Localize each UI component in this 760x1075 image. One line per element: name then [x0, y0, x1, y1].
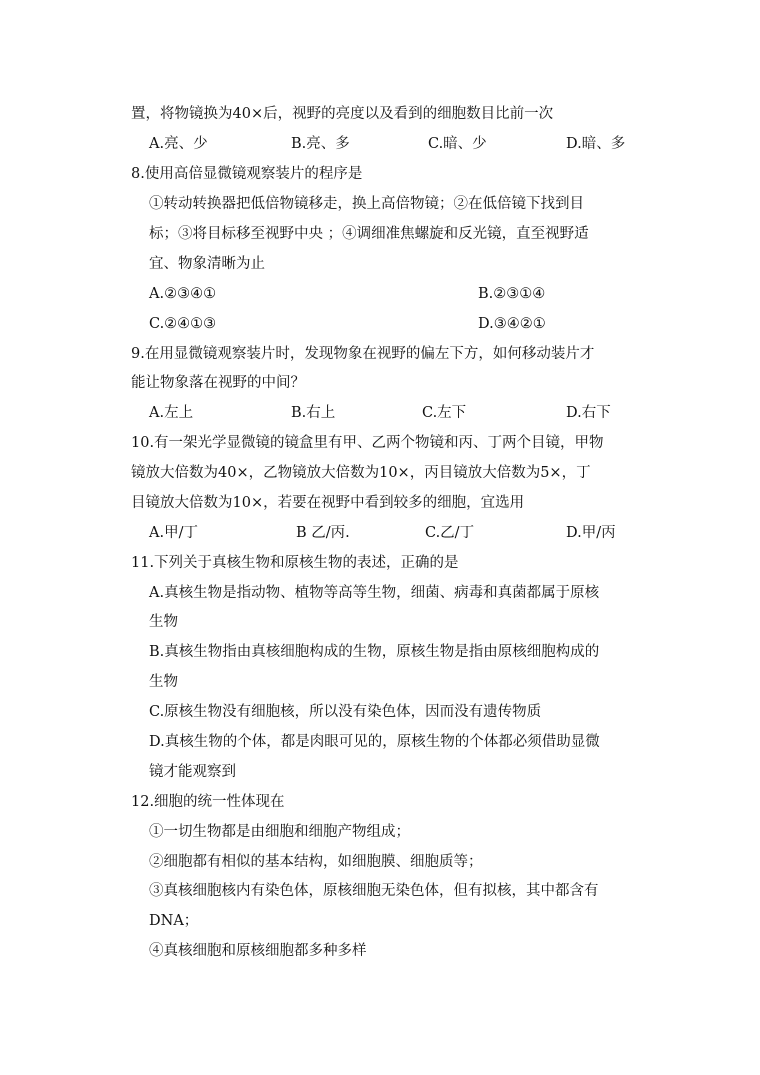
- q11-stem: 11.下列关于真核生物和原核生物的表述，正确的是: [131, 555, 459, 571]
- q12-body-line-3: ③真核细胞核内有染色体，原核细胞无染色体，但有拟核，其中都含有: [149, 883, 599, 899]
- q10-stem-line-3: 目镜放大倍数为10×，若要在视野中看到较多的细胞，宜选用: [131, 495, 525, 511]
- q10-stem-line-2: 镜放大倍数为40×，乙物镜放大倍数为10×，丙目镜放大倍数为5×，丁: [131, 465, 591, 481]
- q7-continuation: 置，将物镜换为40×后，视野的亮度以及看到的细胞数目比前一次: [131, 106, 554, 122]
- q8-option-d: D.③④②①: [478, 316, 546, 332]
- q7-option-c: C.暗、少: [428, 136, 487, 152]
- q11-body-line-4: 生物: [149, 674, 178, 690]
- q11-body-line-2: 生物: [149, 614, 178, 630]
- q9-option-c: C.左下: [422, 405, 467, 421]
- q8-body-line-1: ①转动转换器把低倍物镜移走，换上高倍物镜；②在低倍镜下找到目: [149, 196, 584, 212]
- q8-option-b: B.②③①④: [478, 286, 546, 302]
- q12-body-line-4: DNA；: [149, 913, 199, 929]
- q11-body-line-6: D.真核生物的个体，都是肉眼可见的，原核生物的个体都必须借助显微: [149, 734, 600, 750]
- q9-option-a: A.左上: [149, 405, 194, 421]
- q8-body-line-3: 宜、物象清晰为止: [149, 256, 265, 272]
- q10-option-b: B 乙/丙.: [296, 525, 350, 541]
- q9-option-d: D.右下: [566, 405, 611, 421]
- q8-body-line-2: 标；③将目标移至视野中央 ；④调细准焦螺旋和反光镜，直至视野适: [149, 226, 589, 242]
- q10-option-a: A.甲/丁: [149, 525, 198, 541]
- q8-stem: 8.使用高倍显微镜观察装片的程序是: [131, 166, 363, 182]
- q10-option-d: D.甲/丙: [566, 525, 616, 541]
- q7-option-a: A.亮、少: [149, 136, 208, 152]
- q7-option-d: D.暗、多: [566, 136, 626, 152]
- q8-option-a: A.②③④①: [149, 286, 217, 302]
- q7-option-b: B.亮、多: [291, 136, 350, 152]
- q11-body-line-1: A.真核生物是指动物、植物等高等生物，细菌、病毒和真菌都属于原核: [149, 585, 600, 601]
- q12-body-line-5: ④真核细胞和原核细胞都多种多样: [149, 943, 367, 959]
- q9-stem-line-2: 能让物象落在视野的中间？: [131, 375, 305, 391]
- q12-stem: 12.细胞的统一性体现在: [131, 794, 285, 810]
- q8-option-c: C.②④①③: [149, 316, 217, 332]
- q10-option-c: C.乙/丁: [425, 525, 475, 541]
- q11-body-line-5: C.原核生物没有细胞核，所以没有染色体，因而没有遗传物质: [149, 704, 542, 720]
- q10-stem-line-1: 10.有一架光学显微镜的镜盒里有甲、乙两个物镜和丙、丁两个目镜，甲物: [131, 435, 604, 451]
- q11-body-line-7: 镜才能观察到: [149, 764, 236, 780]
- q12-body-line-2: ②细胞都有相似的基本结构，如细胞膜、细胞质等；: [149, 854, 483, 870]
- q9-option-b: B.右上: [291, 405, 336, 421]
- q11-body-line-3: B.真核生物指由真核细胞构成的生物，原核生物是指由原核细胞构成的: [149, 644, 600, 660]
- q12-body-line-1: ①一切生物都是由细胞和细胞产物组成；: [149, 824, 410, 840]
- q9-stem-line-1: 9.在用显微镜观察装片时，发现物象在视野的偏左下方，如何移动装片才: [131, 346, 595, 362]
